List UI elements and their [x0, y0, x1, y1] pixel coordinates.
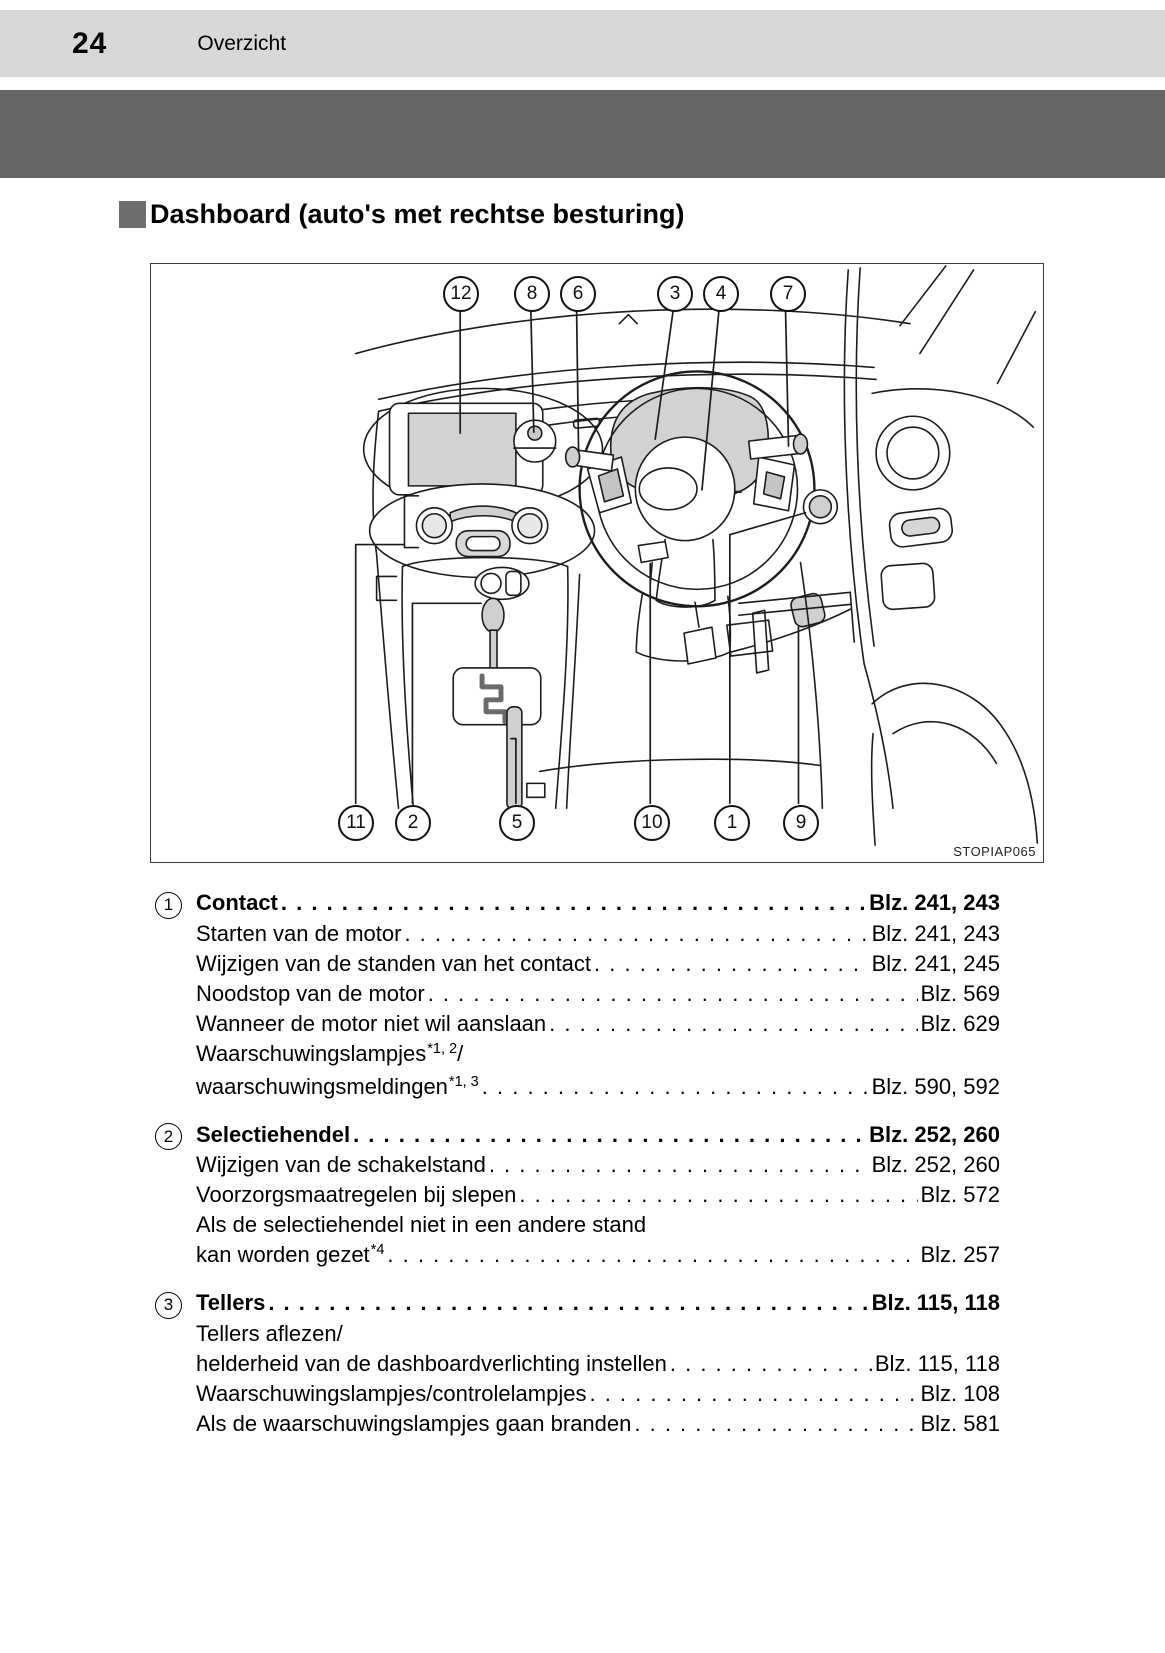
toc-row: Als de selectiehendel niet in een andere stand	[196, 1212, 647, 1237]
dots-leader	[384, 1240, 917, 1270]
page-ref: Blz. 241, 245	[871, 950, 1000, 976]
dashboard-index-list	[155, 888, 1000, 1454]
dots-leader	[486, 1150, 869, 1180]
dots-leader	[631, 1409, 917, 1439]
footnote-marker: *4	[370, 1242, 385, 1258]
toc-row: Wijzigen van de schakelstand . . . Blz. 252, 260	[155, 1150, 1000, 1180]
page-ref: Blz. 115, 118	[871, 1290, 1000, 1315]
dots-leader	[479, 1072, 869, 1102]
callout-3: 3	[657, 276, 693, 312]
toc-section-header	[155, 888, 1000, 919]
toc-row: Waarschuwingslampjes/controlelampjes . . . Blz. 108	[155, 1379, 1000, 1409]
page-ref: Blz. 108	[920, 1380, 1000, 1406]
callout-12: 12	[443, 276, 479, 312]
page-ref: Blz. 252, 260	[871, 1152, 1000, 1177]
toc-section-header	[155, 1120, 1000, 1151]
toc-section-title: Selectiehendel	[196, 1121, 351, 1147]
chapter-banner	[0, 90, 1165, 178]
page-ref: Blz. 257	[920, 1242, 1000, 1267]
toc-row: Wijzigen van de standen van het contact . . . Blz. 241, 245	[155, 949, 1000, 979]
dots-leader	[516, 1180, 917, 1210]
callout-9: 9	[783, 805, 819, 841]
section-heading	[119, 199, 685, 230]
page-ref: Blz. 581	[920, 1410, 1000, 1436]
callout-11: 11	[338, 805, 374, 841]
chapter-label: Overzicht	[197, 31, 287, 55]
toc-section-header	[155, 1288, 1000, 1319]
page-ref: Blz. 241, 243	[869, 890, 1000, 915]
callout-2: 2	[395, 805, 431, 841]
toc-row: Voorzorgsmaatregelen bij slepen . . . Blz. 572	[155, 1180, 1000, 1210]
toc-section-selectiehendel	[155, 1120, 1000, 1274]
toc-row: kan worden gezet *4 . . . Blz. 257	[155, 1240, 1000, 1273]
toc-row: waarschuwingsmeldingen *1, 3 . . . Blz. 590, 592	[155, 1072, 1000, 1105]
callout-10: 10	[634, 805, 670, 841]
toc-row: Als de waarschuwingslampjes gaan branden . . . Blz. 581	[155, 1409, 1000, 1439]
dots-leader	[401, 919, 868, 949]
page-ref: Blz. 572	[920, 1182, 1000, 1207]
callout-8: 8	[514, 276, 550, 312]
toc-row: Starten van de motor . . . Blz. 241, 243	[155, 919, 1000, 949]
dots-leader	[546, 1009, 917, 1039]
toc-row: helderheid van de dashboardverlichting instellen . . . Blz. 115, 118	[155, 1349, 1000, 1379]
figure-code: STOPIAP065	[953, 844, 1036, 859]
toc-row: Waarschuwingslampjes *1, 2 /	[155, 1039, 1000, 1072]
dashboard-figure-panel	[150, 263, 1044, 863]
callout-1: 1	[714, 805, 750, 841]
callout-4: 4	[703, 276, 739, 312]
page-ref: Blz. 252, 260	[869, 1121, 1000, 1147]
dots-leader	[425, 979, 918, 1009]
dots-leader	[265, 1288, 868, 1318]
toc-section-title: Tellers	[196, 1290, 266, 1315]
page-header	[0, 10, 1165, 77]
page-ref: Blz. 590, 592	[871, 1073, 1000, 1099]
page-number: 24	[72, 26, 108, 60]
toc-section-title: Contact	[196, 890, 278, 915]
toc-row: Noodstop van de motor . . . Blz. 569	[155, 979, 1000, 1009]
page-ref: Blz. 629	[920, 1010, 1000, 1036]
toc-section-contact	[155, 888, 1000, 1105]
dots-leader	[586, 1379, 917, 1409]
page-ref: Blz. 569	[920, 980, 1000, 1006]
item-number-circle: 2	[155, 1123, 182, 1150]
dots-leader	[591, 949, 869, 979]
page-ref: Blz. 241, 243	[871, 920, 1000, 946]
callout-5: 5	[499, 805, 535, 841]
heading-bullet-icon	[119, 201, 146, 228]
item-number-circle: 1	[155, 892, 182, 919]
toc-row: Tellers aflezen/	[196, 1320, 343, 1346]
callout-6: 6	[560, 276, 596, 312]
callout-7: 7	[770, 276, 806, 312]
dashboard-diagram	[151, 264, 1042, 861]
toc-row: Wanneer de motor niet wil aanslaan . . . Blz. 629	[155, 1009, 1000, 1039]
footnote-marker: *1, 3	[448, 1073, 479, 1090]
footnote-marker: *1, 2	[427, 1040, 458, 1057]
dots-leader	[350, 1120, 866, 1150]
section-heading-text: Dashboard (auto's met rechtse besturing)	[150, 199, 685, 229]
dots-leader	[278, 888, 866, 918]
toc-section-tellers	[155, 1288, 1000, 1439]
item-number-circle: 3	[155, 1292, 182, 1319]
page-ref: Blz. 115, 118	[874, 1350, 1000, 1376]
dots-leader	[667, 1349, 872, 1379]
